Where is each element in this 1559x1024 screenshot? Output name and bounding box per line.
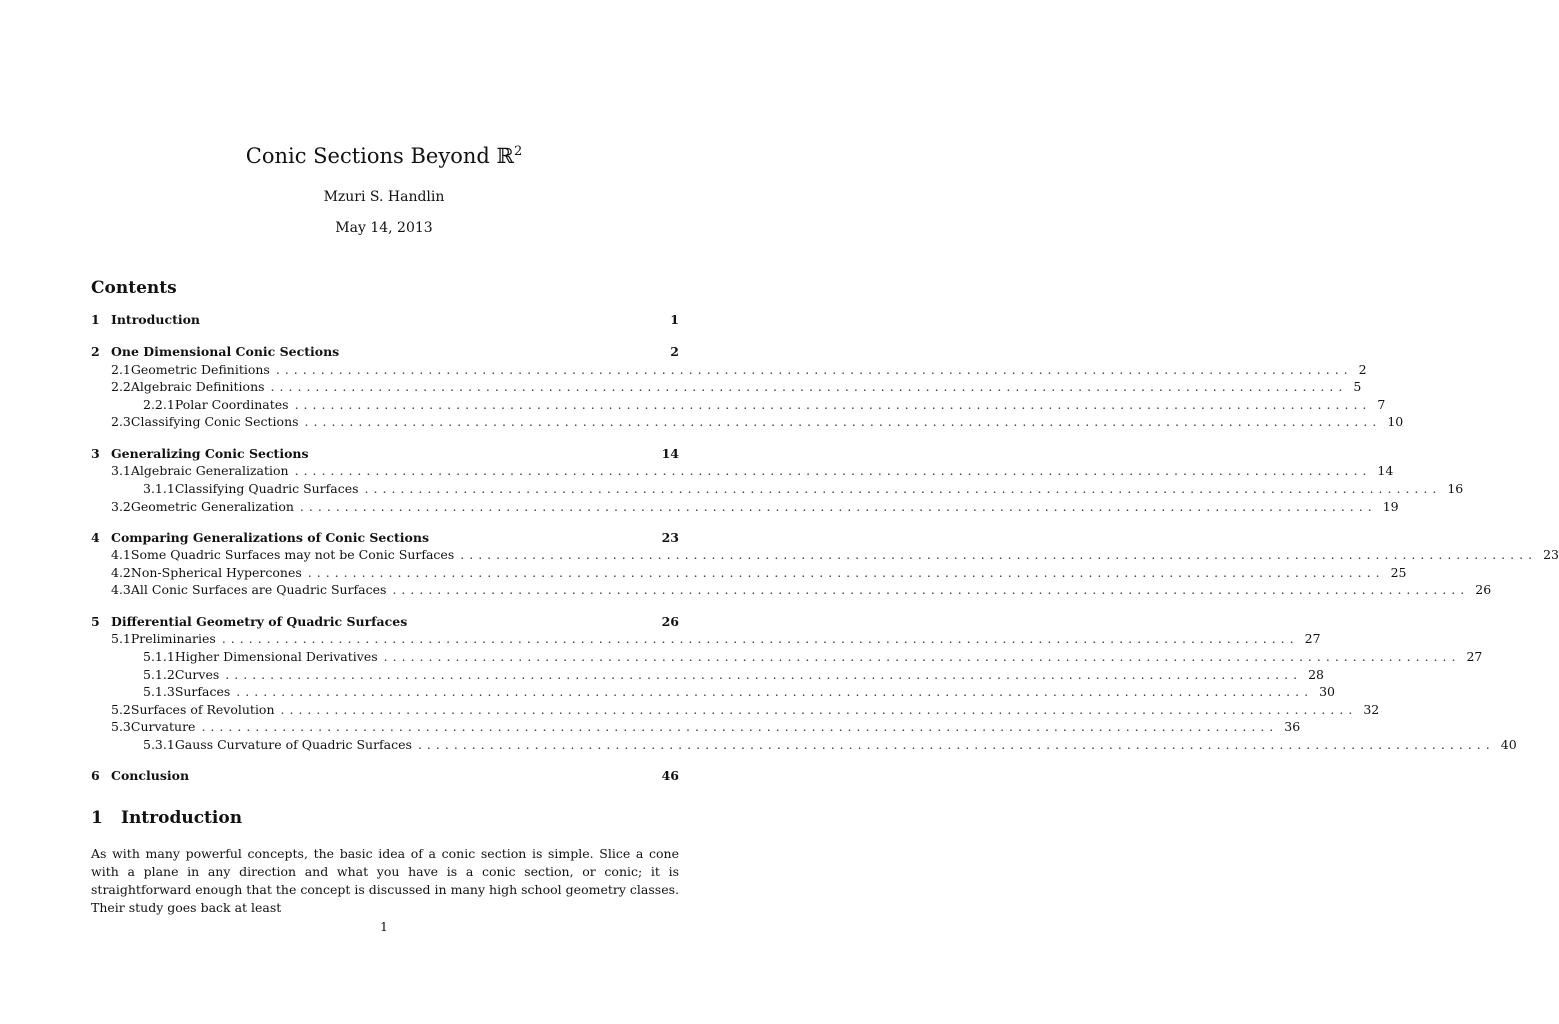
toc-number: 2.3 bbox=[111, 414, 131, 429]
toc-page: 19 bbox=[1382, 499, 1399, 514]
toc-number: 4.2 bbox=[111, 565, 131, 580]
toc-leader: ........................................................................................................................ bbox=[294, 463, 1372, 478]
toc-entry[interactable] bbox=[91, 397, 1386, 414]
toc-page: 40 bbox=[1500, 737, 1517, 752]
toc-page: 14 bbox=[661, 446, 679, 461]
toc-entry[interactable] bbox=[91, 344, 679, 361]
toc-title: Generalizing Conic Sections bbox=[111, 446, 309, 461]
toc-entry[interactable] bbox=[91, 481, 1464, 498]
toc-number: 5.3.1 bbox=[143, 737, 175, 752]
toc-leader: ........................................................................................................................ bbox=[364, 481, 1442, 496]
toc-entry[interactable] bbox=[91, 362, 1367, 379]
toc-title: Algebraic Definitions bbox=[130, 379, 265, 394]
toc-title: Algebraic Generalization bbox=[130, 463, 289, 478]
toc-entry[interactable] bbox=[91, 631, 1321, 648]
toc-title: Geometric Definitions bbox=[130, 362, 270, 377]
toc-page: 7 bbox=[1377, 397, 1386, 412]
toc-number: 6 bbox=[91, 768, 100, 783]
toc-title: Surfaces bbox=[174, 684, 231, 699]
toc-title: Curves bbox=[174, 667, 220, 682]
toc-leader: ........................................................................................................................ bbox=[460, 547, 1538, 562]
toc-number: 3 bbox=[91, 446, 100, 461]
toc-title: Geometric Generalization bbox=[130, 499, 294, 514]
toc-page: 2 bbox=[670, 344, 679, 359]
toc-page: 23 bbox=[661, 530, 679, 545]
toc-page: 2 bbox=[1358, 362, 1367, 377]
toc-entry[interactable] bbox=[91, 379, 1362, 396]
toc-leader: ........................................................................................................................ bbox=[221, 631, 1299, 646]
toc-page: 27 bbox=[1466, 649, 1483, 664]
toc-leader: ........................................................................................................................ bbox=[307, 565, 1385, 580]
toc-page: 14 bbox=[1377, 463, 1394, 478]
toc-title: Gauss Curvature of Quadric Surfaces bbox=[174, 737, 412, 752]
toc-number: 4 bbox=[91, 530, 100, 545]
toc-page: 30 bbox=[1319, 684, 1336, 699]
toc-number: 5.1.3 bbox=[143, 684, 175, 699]
toc-leader: ........................................................................................................................ bbox=[417, 737, 1495, 752]
toc-number: 5.3 bbox=[111, 719, 131, 734]
toc-entry[interactable] bbox=[91, 565, 1407, 582]
toc-leader: ........................................................................................................................ bbox=[299, 499, 1377, 514]
date: May 14, 2013 bbox=[335, 220, 433, 236]
toc-number: 2.1 bbox=[111, 362, 131, 377]
toc-title: Conclusion bbox=[111, 768, 190, 783]
toc-entry[interactable] bbox=[91, 446, 679, 463]
toc-number: 3.2 bbox=[111, 499, 131, 514]
toc-page: 27 bbox=[1304, 631, 1321, 646]
toc-entry[interactable] bbox=[91, 463, 1394, 480]
toc-entry[interactable] bbox=[91, 737, 1517, 754]
page-number: 1 bbox=[380, 919, 388, 934]
toc-entry[interactable] bbox=[91, 768, 679, 785]
section-heading: 1 Introduction bbox=[91, 808, 243, 828]
toc-page: 36 bbox=[1284, 719, 1301, 734]
author: Mzuri S. Handlin bbox=[323, 189, 445, 205]
toc-title: One Dimensional Conic Sections bbox=[111, 344, 340, 359]
toc-leader: ........................................................................................................................ bbox=[304, 414, 1382, 429]
toc-number: 2.2.1 bbox=[143, 397, 175, 412]
toc-leader: ........................................................................................................................ bbox=[270, 379, 1348, 394]
toc-entry[interactable] bbox=[91, 582, 1492, 599]
toc-page: 28 bbox=[1308, 667, 1324, 682]
toc-entry[interactable] bbox=[91, 530, 679, 547]
toc-number: 5 bbox=[91, 614, 100, 629]
toc-number: 5.2 bbox=[111, 702, 131, 717]
toc-leader: ........................................................................................................................ bbox=[225, 667, 1303, 682]
toc-page: 16 bbox=[1447, 481, 1464, 496]
toc-title: Curvature bbox=[130, 719, 196, 734]
toc-number: 3.1 bbox=[111, 463, 131, 478]
toc-leader: ........................................................................................................................ bbox=[236, 684, 1314, 699]
toc-number: 2 bbox=[91, 344, 100, 359]
toc-title: Some Quadric Surfaces may not be Conic Surfaces bbox=[130, 547, 455, 562]
toc-number: 4.1 bbox=[111, 547, 131, 562]
toc-title: Classifying Quadric Surfaces bbox=[174, 481, 359, 496]
toc-title: Surfaces of Revolution bbox=[130, 702, 275, 717]
intro-paragraph: As with many powerful concepts, the basic idea of a conic section is simple. Slice a cone with a plane in any direction and what you have is a conic section, or conic; it is straightforward enough that the concept is discussed in many high school geometry classes. Their study goes back at least bbox=[91, 846, 679, 915]
toc-page: 26 bbox=[661, 614, 679, 629]
toc-title: Classifying Conic Sections bbox=[130, 414, 299, 429]
toc-leader: ........................................................................................................................ bbox=[383, 649, 1461, 664]
toc-entry[interactable] bbox=[91, 702, 1380, 719]
toc-title: Introduction bbox=[111, 312, 201, 327]
toc-page: 5 bbox=[1353, 379, 1362, 394]
toc-leader: ........................................................................................................................ bbox=[201, 719, 1279, 734]
toc-page: 46 bbox=[661, 768, 679, 783]
toc-title: Preliminaries bbox=[130, 631, 216, 646]
toc-number: 5.1.2 bbox=[143, 667, 175, 682]
toc-number: 5.1 bbox=[111, 631, 131, 646]
toc-leader: ........................................................................................................................ bbox=[392, 582, 1470, 597]
toc-entry[interactable] bbox=[91, 312, 679, 329]
toc-entry[interactable] bbox=[91, 719, 1301, 736]
toc-page: 10 bbox=[1387, 414, 1404, 429]
toc-entry[interactable] bbox=[91, 614, 679, 631]
toc-leader: ........................................................................................................................ bbox=[275, 362, 1353, 377]
contents-heading: Contents bbox=[91, 278, 177, 298]
toc-title: Non-Spherical Hypercones bbox=[130, 565, 302, 580]
toc-leader: ........................................................................................................................ bbox=[294, 397, 1372, 412]
toc-title: Higher Dimensional Derivatives bbox=[174, 649, 378, 664]
toc-page: 25 bbox=[1390, 565, 1407, 580]
toc-number: 3.1.1 bbox=[143, 481, 175, 496]
title-superscript: 2 bbox=[513, 144, 523, 159]
toc-page: 1 bbox=[670, 312, 679, 327]
toc-number: 1 bbox=[91, 312, 100, 327]
toc-entry[interactable] bbox=[91, 684, 1336, 701]
toc-title: Polar Coordinates bbox=[174, 397, 289, 412]
toc-title: Comparing Generalizations of Conic Sections bbox=[111, 530, 429, 545]
toc-entry[interactable] bbox=[91, 499, 1399, 516]
toc-leader: ........................................................................................................................ bbox=[280, 702, 1358, 717]
toc-number: 2.2 bbox=[111, 379, 131, 394]
toc-page: 23 bbox=[1543, 547, 1559, 562]
toc-title: Differential Geometry of Quadric Surfaces bbox=[111, 614, 408, 629]
paper-title: Conic Sections Beyond ℝ$^2$ bbox=[245, 144, 523, 168]
toc-entry[interactable] bbox=[91, 547, 1559, 564]
toc-entry[interactable] bbox=[91, 649, 1483, 666]
toc-entry[interactable] bbox=[91, 414, 1404, 431]
toc-number: 4.3 bbox=[111, 582, 131, 597]
toc-page: 32 bbox=[1363, 702, 1380, 717]
toc-entry[interactable] bbox=[91, 667, 1324, 684]
toc-page: 26 bbox=[1475, 582, 1492, 597]
toc-title: All Conic Surfaces are Quadric Surfaces bbox=[130, 582, 387, 597]
toc-number: 5.1.1 bbox=[143, 649, 175, 664]
